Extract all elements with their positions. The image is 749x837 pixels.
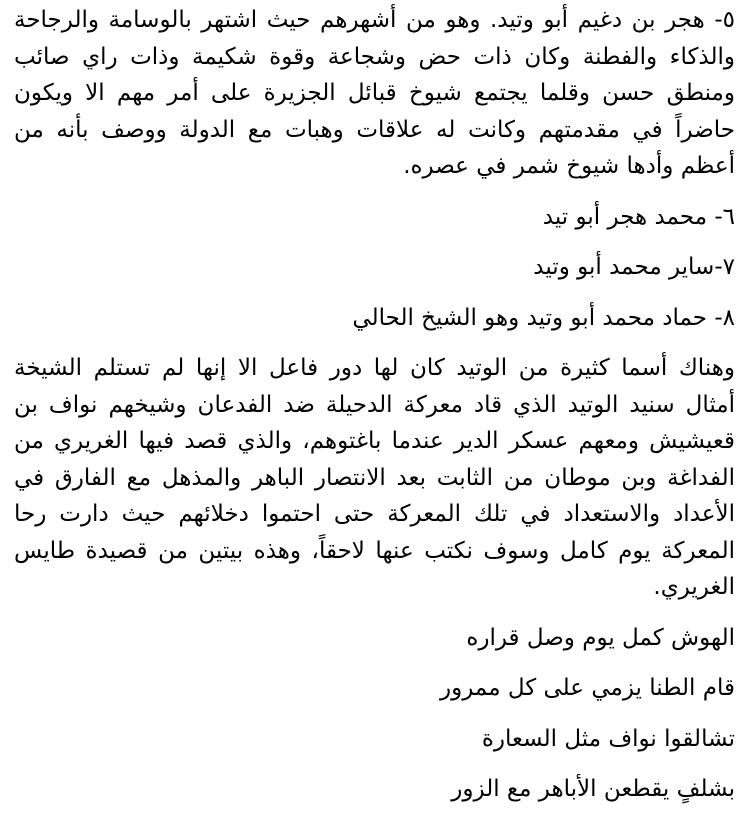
poem-verse-2: قام الطنا يزمي على كل ممرور <box>440 675 735 701</box>
poem-verse-4: بشلفٍ يقطعن الأباهر مع الزور <box>451 776 735 802</box>
paragraph-other-names: وهناك أسما كثيرة من الوتيد كان لها دور فاعل الا إنها لم تستلم الشيخة أمثال سنيد الوتيد الذي قاد معركة الدحيلة ضد الفدعان وشيخهم نواف بن قعيشيش ومعهم عسكر الدير عندما باغتوهم، والذي قصد فيها الغريري من الفداغة وبن موطان من الثابت بعد الانتصار الباهر والمذهل مع الفارق في الأعداد والاستعداد في تلك المعركة حتى احتموا دخلائهم حيث دارت رحا المعركة يوم كامل وسوف نكتب عنها لاحقاً، وهذه بيتين من قصيدة طايس الغريري. <box>14 355 735 600</box>
poem-verse-3: تشالقوا نواف مثل السعارة <box>481 725 735 752</box>
list-item-hammad-muhammad: ٨- حماد محمد أبو وتيد وهو الشيخ الحالي <box>352 304 735 331</box>
paragraph-hajr-bin-dughaim: ٥- هجر بن دغيم أبو وتيد. وهو من أشهرهم حيث اشتهر بالوسامة والرجاحة والذكاء والفطنة وكان ذات حض وشجاعة وقوة شكيمة وذات راي صائب ومنطق حسن وقلما يجتمع شيوخ قبائل الجزيرة على أمر مهم الا ويكون حاضراً في مقدمتهم وكانت له علاقات وهبات مع الدولة ووصف بأنه من أعظم وأدها شيوخ شمر في عصره. <box>14 7 735 179</box>
list-item-sayer-muhammad: ٧-ساير محمد أبو وتيد <box>533 254 735 280</box>
poem-verse-1: الهوش كمل يوم وصل قراره <box>466 624 735 651</box>
list-item-muhammad-hajr: ٦- محمد هجر أبو تيد <box>542 203 735 230</box>
